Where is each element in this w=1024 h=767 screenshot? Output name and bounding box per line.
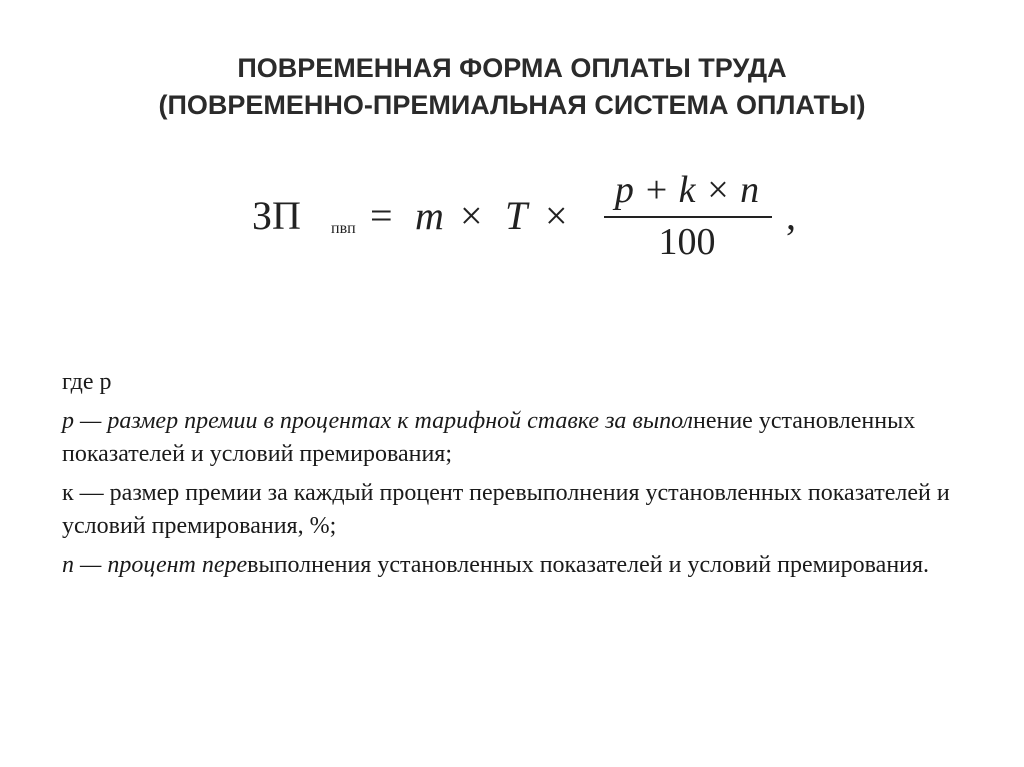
title-line-1: ПОВРЕМЕННАЯ ФОРМА ОПЛАТЫ ТРУДА [237,53,787,83]
definition-n [62,549,962,582]
definition-p [62,405,962,471]
definition-k: к — размер премии за каждый процент перевыполнения установленных показателей и условий премирования, %; [62,480,950,539]
formula-lhs-subscript: пвп [331,220,356,237]
formula-lhs: ЗП [252,193,301,238]
definition-n-rest: выполнения установленных показателей и условий премирования. [247,552,930,578]
formula-comma: , [786,193,796,238]
definition-n-italic: п — процент пере [62,552,248,578]
fraction-bar [604,216,772,218]
slide-title [60,50,964,124]
definition-where: где р [62,369,112,395]
formula-denominator: 100 [658,221,716,263]
definition-p-italic: р — размер премии в процентах к тарифной ставке за выпол [62,408,693,434]
definitions [62,366,962,588]
formula-times-2: × [545,193,568,238]
formula-numerator: p + k × n [614,169,760,211]
formula-m: m [415,193,444,238]
formula-t: T [505,193,528,238]
formula-equals: = [370,193,393,238]
title-line-2: (ПОВРЕМЕННО-ПРЕМИАЛЬНАЯ СИСТЕМА ОПЛАТЫ) [158,90,866,120]
formula [252,169,812,272]
formula-times-1: × [460,193,483,238]
definition-p-rest: нение установленных показателей и условий премирования; [62,408,916,467]
